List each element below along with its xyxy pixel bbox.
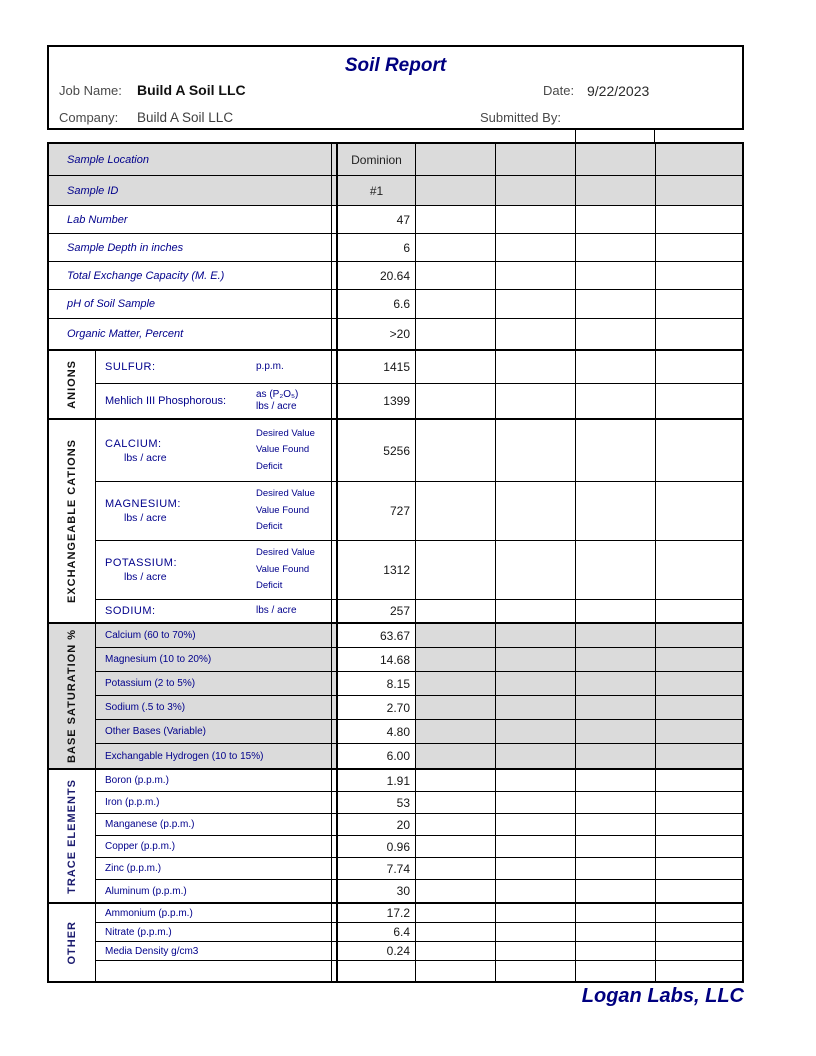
lab-logo-text: Logan Labs, LLC <box>581 985 744 1007</box>
value-cell: Dominion <box>338 144 416 175</box>
table-row <box>96 904 742 923</box>
value-cell: 5256 <box>338 420 416 481</box>
value-cell: 0.96 <box>338 836 416 857</box>
value-found-label: Value Found <box>256 563 310 575</box>
empty-cell <box>496 262 576 289</box>
empty-cell <box>576 696 656 719</box>
grid-stub-line <box>654 129 655 142</box>
empty-cell <box>656 696 742 719</box>
desired-value-label: Desired Value <box>256 427 315 439</box>
table-row <box>96 792 742 814</box>
analyte-label-cell <box>96 384 332 418</box>
empty-cell <box>496 624 576 647</box>
value-cell: 1415 <box>338 351 416 383</box>
table-row <box>49 234 742 262</box>
empty-cell <box>576 858 656 879</box>
row-label: Media Density g/cm3 <box>96 942 332 960</box>
empty-cell <box>416 672 496 695</box>
empty-cell <box>576 880 656 902</box>
empty-cell <box>656 770 742 791</box>
empty-cell <box>656 720 742 743</box>
empty-cell <box>656 961 742 981</box>
empty-cell <box>496 880 576 902</box>
empty-cell <box>496 923 576 941</box>
empty-cell <box>656 648 742 671</box>
deficit-label: Deficit <box>256 521 283 533</box>
empty-cell <box>496 720 576 743</box>
empty-cell <box>416 696 496 719</box>
empty-cell <box>496 420 576 481</box>
company-label: Company: <box>59 110 119 125</box>
empty-cell <box>496 770 576 791</box>
empty-cell <box>576 672 656 695</box>
empty-cell <box>416 792 496 813</box>
empty-cell <box>338 961 416 981</box>
value-cell: 727 <box>338 482 416 540</box>
table-row <box>96 696 742 720</box>
analyte-label-cell <box>96 420 332 481</box>
empty-cell <box>496 384 576 418</box>
empty-cell <box>416 744 496 768</box>
row-label: Copper (p.p.m.) <box>96 836 332 857</box>
value-cell: 53 <box>338 792 416 813</box>
analyte-unit: lbs / acre <box>124 571 167 583</box>
empty-cell <box>416 234 496 261</box>
value-cell: 6.4 <box>338 923 416 941</box>
value-cell: 47 <box>338 206 416 233</box>
empty-cell <box>416 720 496 743</box>
empty-cell <box>416 923 496 941</box>
empty-cell <box>496 206 576 233</box>
empty-cell <box>416 482 496 540</box>
row-label: Potassium (2 to 5%) <box>96 672 332 695</box>
table-row <box>96 482 742 541</box>
empty-cell <box>576 792 656 813</box>
table-row <box>96 384 742 418</box>
value-cell: 6 <box>338 234 416 261</box>
empty-cell <box>416 206 496 233</box>
empty-cell <box>96 961 332 981</box>
row-label: Calcium (60 to 70%) <box>96 624 332 647</box>
row-label: Manganese (p.p.m.) <box>96 814 332 835</box>
analyte-name: SODIUM: <box>105 605 156 617</box>
analyte-name: CALCIUM: <box>105 437 162 450</box>
empty-cell <box>496 744 576 768</box>
value-cell: 2.70 <box>338 696 416 719</box>
empty-cell <box>656 672 742 695</box>
empty-cell <box>416 814 496 835</box>
empty-cell <box>416 384 496 418</box>
empty-cell <box>576 384 656 418</box>
value-cell: 0.24 <box>338 942 416 960</box>
table-row <box>96 648 742 672</box>
job-name-label: Job Name: <box>59 83 122 98</box>
table-row <box>96 942 742 961</box>
cations-band <box>49 420 742 624</box>
table-row <box>96 880 742 902</box>
table-row <box>96 744 742 768</box>
empty-cell <box>576 961 656 981</box>
grid-stub-line <box>575 129 576 142</box>
empty-cell <box>496 482 576 540</box>
row-label: Sodium (.5 to 3%) <box>96 696 332 719</box>
value-cell: 6.6 <box>338 290 416 318</box>
empty-cell <box>576 648 656 671</box>
empty-cell <box>576 814 656 835</box>
value-cell: 63.67 <box>338 624 416 647</box>
empty-cell <box>576 144 656 175</box>
section-header-cell <box>49 904 96 981</box>
empty-cell <box>576 351 656 383</box>
table-row <box>49 144 742 176</box>
analyte-unit: lbs / acre <box>124 451 167 464</box>
row-label: Zinc (p.p.m.) <box>96 858 332 879</box>
empty-cell <box>576 942 656 960</box>
empty-cell <box>496 792 576 813</box>
row-label: Other Bases (Variable) <box>96 720 332 743</box>
empty-cell <box>416 144 496 175</box>
empty-cell <box>576 482 656 540</box>
base-saturation-band <box>49 624 742 770</box>
empty-cell <box>416 600 496 622</box>
job-name-value: Build A Soil LLC <box>137 82 246 98</box>
empty-cell <box>656 384 742 418</box>
empty-cell <box>576 624 656 647</box>
empty-cell <box>656 600 742 622</box>
value-cell: 1.91 <box>338 770 416 791</box>
value-cell: #1 <box>338 176 416 205</box>
empty-cell <box>576 770 656 791</box>
empty-cell <box>576 600 656 622</box>
analyte-unit: lbs / acre <box>256 401 297 412</box>
empty-cell <box>496 319 576 349</box>
value-cell: >20 <box>338 319 416 349</box>
empty-cell <box>656 482 742 540</box>
empty-cell <box>496 290 576 318</box>
section-header-cell <box>49 351 96 418</box>
table-row <box>49 206 742 234</box>
empty-cell <box>656 744 742 768</box>
empty-cell <box>416 290 496 318</box>
value-cell: 17.2 <box>338 904 416 922</box>
empty-cell <box>416 904 496 922</box>
analyte-unit: p.p.m. <box>256 360 284 372</box>
row-label: pH of Soil Sample <box>49 290 332 318</box>
row-label: Sample ID <box>49 176 332 205</box>
empty-cell <box>656 792 742 813</box>
table-row <box>96 624 742 648</box>
empty-cell <box>416 262 496 289</box>
empty-cell <box>496 176 576 205</box>
empty-cell <box>656 904 742 922</box>
report-header <box>47 45 744 130</box>
date-value: 9/22/2023 <box>587 83 650 99</box>
empty-cell <box>656 144 742 175</box>
empty-cell <box>416 624 496 647</box>
value-cell: 1312 <box>338 541 416 599</box>
section-header-cell <box>49 420 96 622</box>
table-row <box>49 290 742 319</box>
empty-cell <box>496 600 576 622</box>
date-label: Date: <box>543 83 575 98</box>
empty-cell <box>576 319 656 349</box>
empty-cell <box>656 319 742 349</box>
empty-cell <box>656 262 742 289</box>
table-row <box>96 814 742 836</box>
value-cell: 1399 <box>338 384 416 418</box>
value-found-label: Value Found <box>256 504 310 516</box>
empty-cell <box>416 770 496 791</box>
analyte-name: Mehlich III Phosphorous: <box>105 395 227 407</box>
desired-value-label: Desired Value <box>256 547 315 559</box>
empty-cell <box>496 351 576 383</box>
anions-band <box>49 351 742 420</box>
table-row <box>96 836 742 858</box>
empty-cell <box>416 420 496 481</box>
analyte-label-cell <box>96 541 332 599</box>
analyte-name: POTASSIUM: <box>105 557 178 569</box>
section-label: TRACE ELEMENTS <box>66 778 78 894</box>
empty-cell <box>416 942 496 960</box>
table-row <box>49 262 742 290</box>
value-cell: 30 <box>338 880 416 902</box>
row-label: Sample Depth in inches <box>49 234 332 261</box>
empty-cell <box>496 942 576 960</box>
table-row <box>96 600 742 622</box>
analyte-name: SULFUR: <box>105 361 156 373</box>
empty-cell <box>496 858 576 879</box>
empty-cell <box>656 814 742 835</box>
empty-cell <box>416 541 496 599</box>
empty-cell <box>656 624 742 647</box>
empty-cell <box>656 420 742 481</box>
empty-cell <box>576 420 656 481</box>
analyte-unit: lbs / acre <box>124 512 167 524</box>
empty-cell <box>576 541 656 599</box>
row-label: Boron (p.p.m.) <box>96 770 332 791</box>
table-row <box>96 351 742 384</box>
row-label: Lab Number <box>49 206 332 233</box>
deficit-label: Deficit <box>256 460 283 472</box>
empty-cell <box>576 904 656 922</box>
empty-cell <box>416 961 496 981</box>
empty-cell <box>416 858 496 879</box>
section-label: OTHER <box>66 920 78 965</box>
row-label: Total Exchange Capacity (M. E.) <box>49 262 332 289</box>
table-row <box>96 961 742 981</box>
analyte-unit: lbs / acre <box>256 604 297 616</box>
table-row <box>96 420 742 482</box>
table-row <box>49 176 742 206</box>
empty-cell <box>576 720 656 743</box>
page-title: Soil Report <box>344 55 447 76</box>
empty-cell <box>496 672 576 695</box>
value-cell: 4.80 <box>338 720 416 743</box>
empty-cell <box>576 744 656 768</box>
empty-cell <box>656 880 742 902</box>
soil-report-table <box>47 142 744 983</box>
empty-cell <box>416 648 496 671</box>
row-label: Aluminum (p.p.m.) <box>96 880 332 902</box>
empty-cell <box>656 176 742 205</box>
empty-cell <box>576 234 656 261</box>
empty-cell <box>656 942 742 960</box>
row-label: Ammonium (p.p.m.) <box>96 904 332 922</box>
sample-info-band <box>49 144 742 351</box>
table-row <box>96 923 742 942</box>
submitted-by-label: Submitted By: <box>480 110 561 125</box>
empty-cell <box>576 923 656 941</box>
empty-cell <box>416 836 496 857</box>
section-label: BASE SATURATION % <box>66 629 78 763</box>
empty-cell <box>496 696 576 719</box>
table-row <box>96 672 742 696</box>
empty-cell <box>656 351 742 383</box>
section-label: EXCHANGEABLE CATIONS <box>66 438 78 604</box>
desired-value-label: Desired Value <box>256 488 315 500</box>
value-found-label: Value Found <box>256 444 310 456</box>
empty-cell <box>576 836 656 857</box>
empty-cell <box>416 176 496 205</box>
section-label: ANIONS <box>66 360 78 409</box>
table-row <box>96 541 742 600</box>
empty-cell <box>656 858 742 879</box>
empty-cell <box>656 923 742 941</box>
empty-cell <box>416 319 496 349</box>
value-cell: 257 <box>338 600 416 622</box>
empty-cell <box>656 206 742 233</box>
empty-cell <box>496 541 576 599</box>
empty-cell <box>496 234 576 261</box>
row-label: Iron (p.p.m.) <box>96 792 332 813</box>
empty-cell <box>416 351 496 383</box>
deficit-label: Deficit <box>256 580 283 592</box>
analyte-unit: as (P₂O₅) <box>256 388 299 400</box>
value-cell: 8.15 <box>338 672 416 695</box>
value-cell: 6.00 <box>338 744 416 768</box>
empty-cell <box>656 234 742 261</box>
empty-cell <box>576 176 656 205</box>
row-label: Sample Location <box>49 144 332 175</box>
row-label: Exchangable Hydrogen (10 to 15%) <box>96 744 332 768</box>
empty-cell <box>576 290 656 318</box>
section-header-cell <box>49 770 96 902</box>
empty-cell <box>496 814 576 835</box>
analyte-label-cell <box>96 482 332 540</box>
table-row <box>49 319 742 349</box>
row-label: Nitrate (p.p.m.) <box>96 923 332 941</box>
table-row <box>96 720 742 744</box>
trace-elements-band <box>49 770 742 904</box>
table-row <box>96 858 742 880</box>
empty-cell <box>496 836 576 857</box>
row-label: Magnesium (10 to 20%) <box>96 648 332 671</box>
empty-cell <box>576 206 656 233</box>
value-cell: 7.74 <box>338 858 416 879</box>
empty-cell <box>416 880 496 902</box>
table-row <box>96 770 742 792</box>
value-cell: 20.64 <box>338 262 416 289</box>
empty-cell <box>496 648 576 671</box>
section-header-cell <box>49 624 96 768</box>
row-label: Organic Matter, Percent <box>49 319 332 349</box>
empty-cell <box>656 836 742 857</box>
value-cell: 14.68 <box>338 648 416 671</box>
analyte-label-cell <box>96 600 332 622</box>
empty-cell <box>656 290 742 318</box>
other-band <box>49 904 742 981</box>
company-value: Build A Soil LLC <box>137 110 234 125</box>
analyte-name: MAGNESIUM: <box>105 498 181 510</box>
value-cell: 20 <box>338 814 416 835</box>
empty-cell <box>656 541 742 599</box>
empty-cell <box>576 262 656 289</box>
empty-cell <box>496 961 576 981</box>
empty-cell <box>496 144 576 175</box>
empty-cell <box>496 904 576 922</box>
analyte-label-cell <box>96 351 332 383</box>
